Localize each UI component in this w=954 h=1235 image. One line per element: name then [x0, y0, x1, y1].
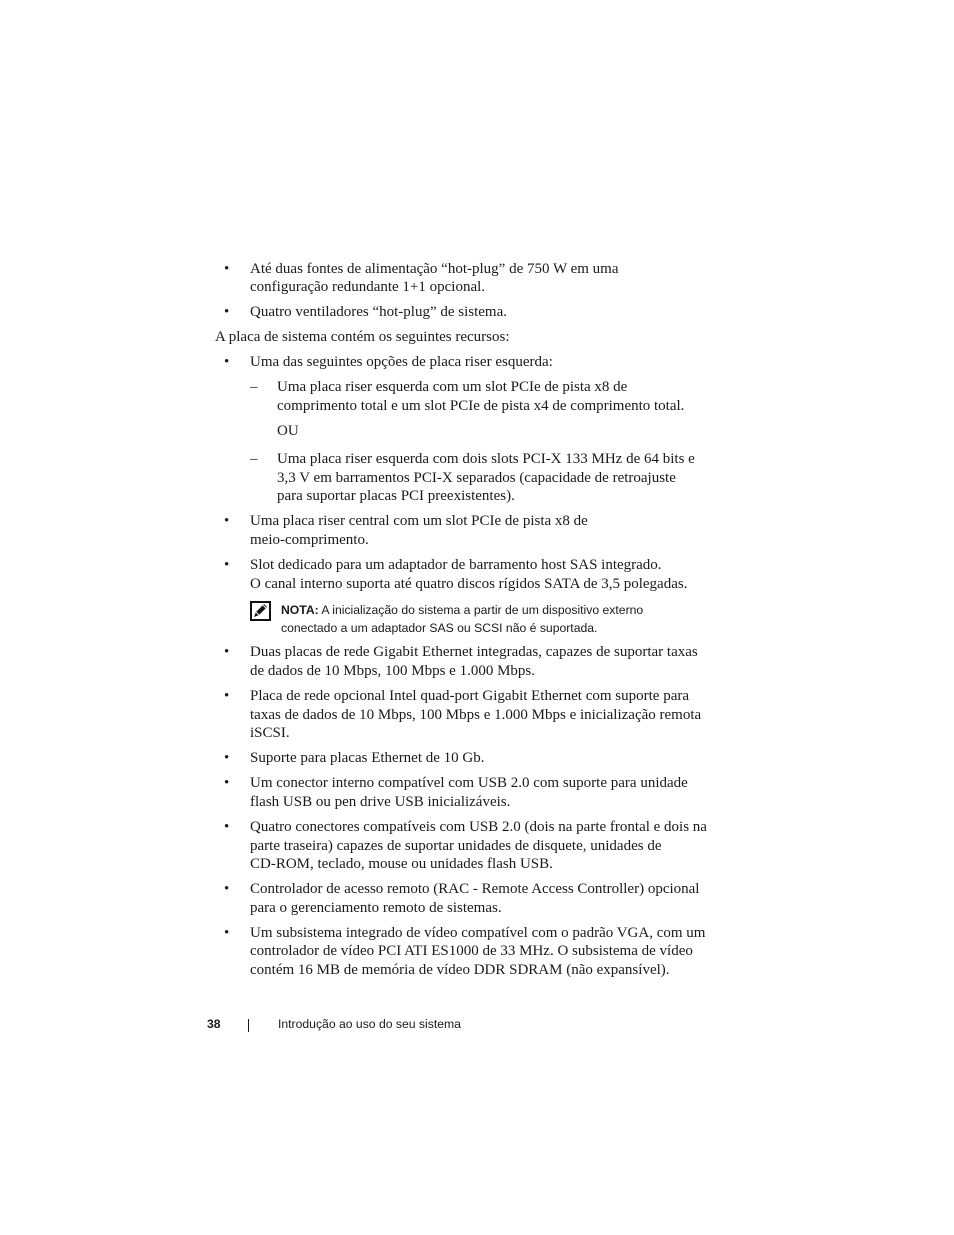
list-item-line: Uma placa riser central com um slot PCIe de pista x8 de — [250, 513, 588, 529]
sublist-item-line: comprimento total e um slot PCIe de pista x4 de comprimento total. — [277, 398, 685, 414]
bullet-marker: • — [224, 644, 230, 660]
footer-section-title: Introdução ao uso do seu sistema — [278, 1017, 461, 1031]
sublist-item-line: Uma placa riser esquerda com dois slots PCI-X 133 MHz de 64 bits e — [277, 451, 695, 467]
list-item-line: Um conector interno compatível com USB 2.0 com suporte para unidade — [250, 775, 688, 791]
paragraph: A placa de sistema contém os seguintes recursos: — [215, 329, 510, 345]
list-item-line: taxas de dados de 10 Mbps, 100 Mbps e 1.000 Mbps e inicialização remota — [250, 707, 702, 723]
dash-marker: – — [250, 451, 258, 467]
note-text — [281, 601, 643, 637]
bullet-marker: • — [224, 354, 230, 370]
note-line: A inicialização do sistema a partir de um dispositivo externo — [321, 603, 644, 617]
list-item-line: Placa de rede opcional Intel quad-port Gigabit Ethernet com suporte para — [250, 688, 689, 704]
list-item-line: configuração redundante 1+1 opcional. — [250, 279, 486, 295]
note-line: conectado a um adaptador SAS ou SCSI não é suportada. — [281, 621, 598, 635]
list-item-line: para o gerenciamento remoto de sistemas. — [250, 900, 502, 916]
list-item-line: controlador de vídeo PCI ATI ES1000 de 33 MHz. O subsistema de vídeo — [250, 943, 693, 959]
bullet-marker: • — [224, 881, 230, 897]
dash-marker: – — [250, 379, 258, 395]
list-item-line: meio-comprimento. — [250, 532, 369, 548]
pencil-note-icon — [250, 601, 271, 621]
list-item-line: Suporte para placas Ethernet de 10 Gb. — [250, 750, 485, 766]
bullet-marker: • — [224, 557, 230, 573]
sublist-item-line: 3,3 V em barramentos PCI-X separados (capacidade de retroajuste — [277, 470, 676, 486]
or-label: OU — [277, 423, 299, 439]
list-item-line: Uma das seguintes opções de placa riser esquerda: — [250, 354, 553, 370]
bullet-marker: • — [224, 819, 230, 835]
list-item-line: Slot dedicado para um adaptador de barramento host SAS integrado. — [250, 557, 662, 573]
bullet-marker: • — [224, 925, 230, 941]
footer-separator — [248, 1019, 249, 1032]
sublist-item-line: para suportar placas PCI preexistentes). — [277, 488, 515, 504]
list-item-line: Até duas fontes de alimentação “hot-plug” de 750 W em uma — [250, 261, 619, 277]
list-item-line: contém 16 MB de memória de vídeo DDR SDRAM (não expansível). — [250, 962, 670, 978]
sublist-item-line: Uma placa riser esquerda com um slot PCIe de pista x8 de — [277, 379, 628, 395]
list-item-line: CD-ROM, teclado, mouse ou unidades flash USB. — [250, 856, 553, 872]
list-item-line: flash USB ou pen drive USB inicializáveis. — [250, 794, 511, 810]
bullet-marker: • — [224, 750, 230, 766]
list-item-line: de dados de 10 Mbps, 100 Mbps e 1.000 Mbps. — [250, 663, 535, 679]
list-item-line: Controlador de acesso remoto (RAC - Remote Access Controller) opcional — [250, 881, 700, 897]
list-item-line: Duas placas de rede Gigabit Ethernet integradas, capazes de suportar taxas — [250, 644, 698, 660]
list-item-line: Quatro conectores compatíveis com USB 2.0 (dois na parte frontal e dois na — [250, 819, 707, 835]
list-item-line: O canal interno suporta até quatro discos rígidos SATA de 3,5 polegadas. — [250, 576, 688, 592]
list-item-line: Um subsistema integrado de vídeo compatível com o padrão VGA, com um — [250, 925, 706, 941]
bullet-marker: • — [224, 304, 230, 320]
list-item-line: iSCSI. — [250, 725, 290, 741]
bullet-marker: • — [224, 261, 230, 277]
bullet-marker: • — [224, 775, 230, 791]
note-label: NOTA: — [281, 603, 319, 617]
list-item-line: parte traseira) capazes de suportar unidades de disquete, unidades de — [250, 838, 662, 854]
bullet-marker: • — [224, 513, 230, 529]
page-number: 38 — [207, 1017, 221, 1031]
bullet-marker: • — [224, 688, 230, 704]
list-item-line: Quatro ventiladores “hot-plug” de sistema. — [250, 304, 508, 320]
